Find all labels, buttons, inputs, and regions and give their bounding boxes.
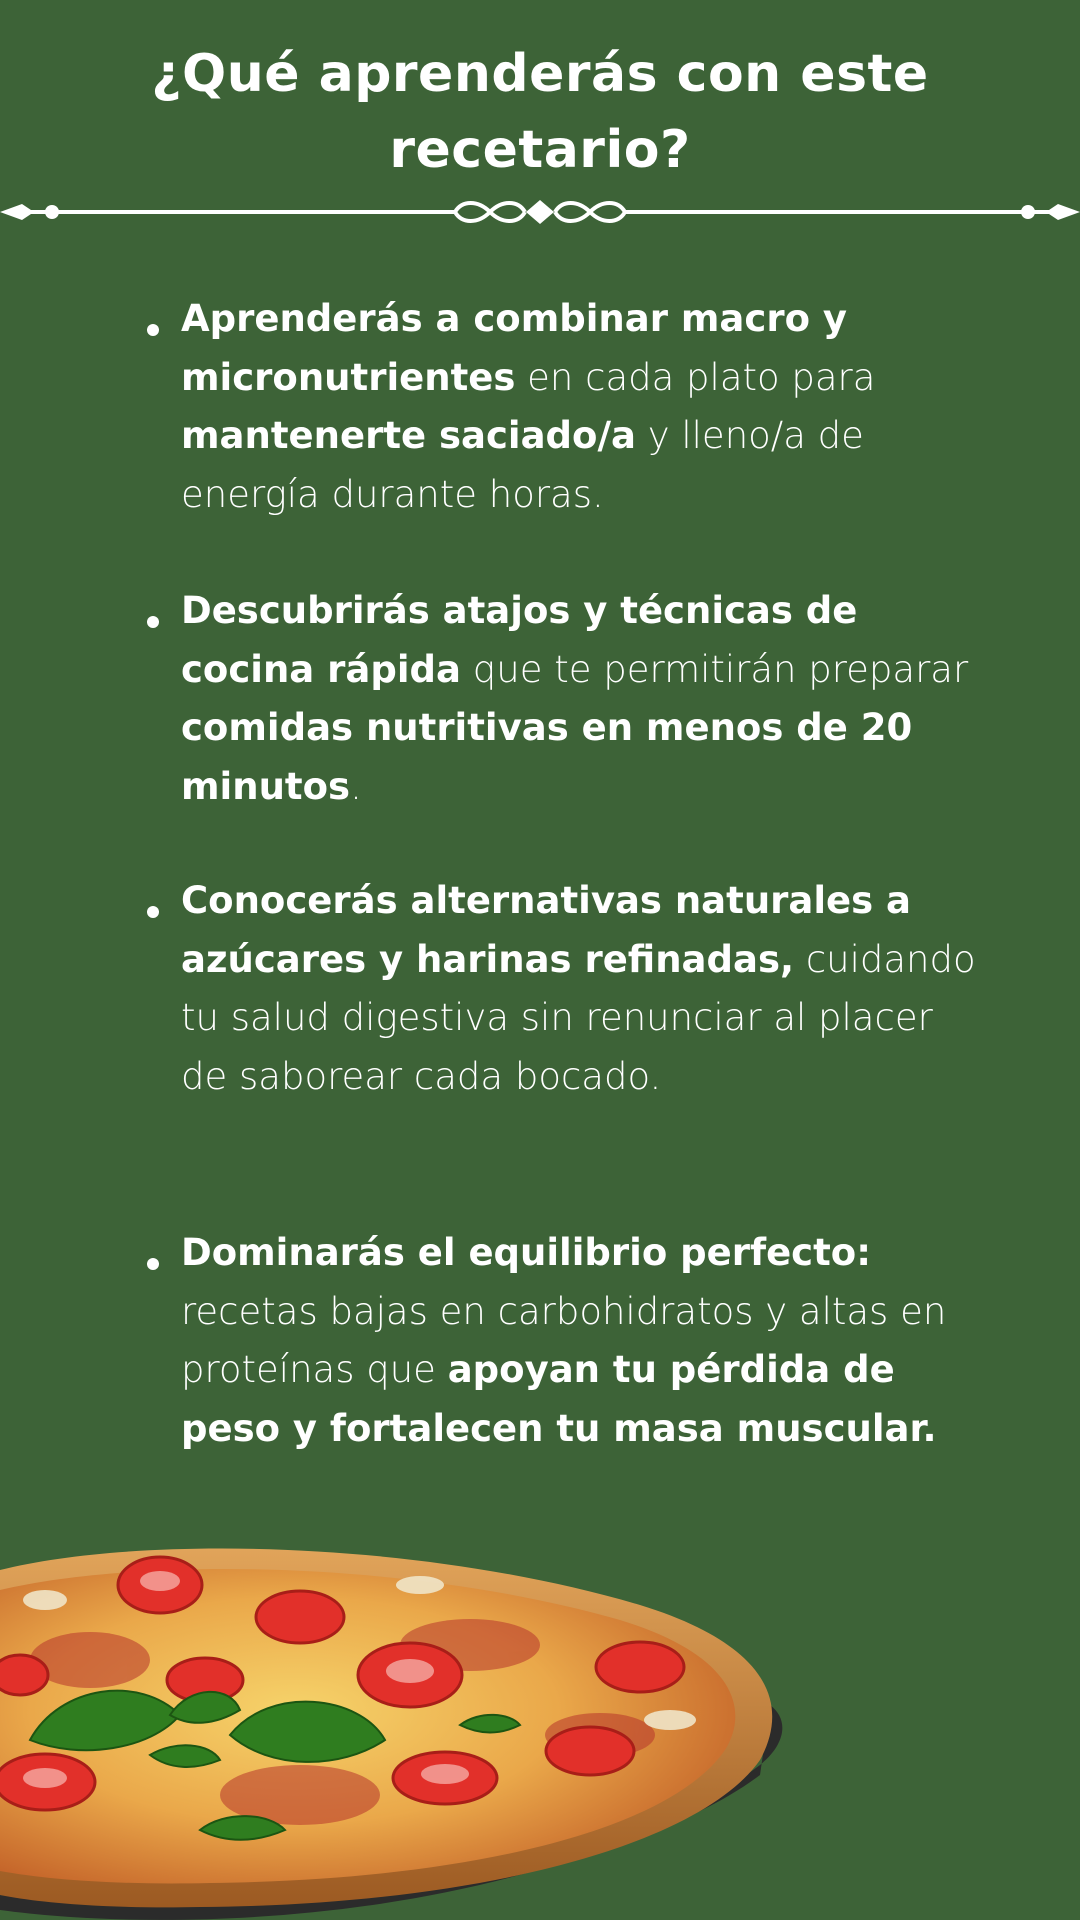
regular-text: en cada plato para <box>515 355 876 399</box>
bold-text: mantenerte saciado/a <box>181 414 636 457</box>
bold-text: Dominarás el equilibrio perfecto: <box>181 1231 871 1274</box>
title-line-2: recetario? <box>389 120 691 180</box>
bold-text: Descubrirás atajos y técnicas de cocina rápida <box>181 589 858 691</box>
list-item-text <box>181 1224 981 1458</box>
bold-text: Aprenderás a combinar macro y micronutrientes <box>181 297 847 399</box>
bullet-dot-icon <box>147 1258 159 1270</box>
bullet-dot-icon <box>147 906 159 918</box>
pizza-image <box>0 1545 800 1920</box>
page-title <box>0 36 1080 188</box>
bold-text: comidas nutritivas en menos de 20 minutos <box>181 706 913 808</box>
bullet-dot-icon <box>147 616 159 628</box>
bold-text: apoyan tu pérdida de peso y fortalecen tu masa muscular. <box>181 1348 937 1450</box>
list-item-text <box>181 582 981 816</box>
ornamental-divider <box>0 190 1080 234</box>
bullet-dot-icon <box>147 324 159 336</box>
regular-text: recetas bajas en carbohidratos y altas en proteínas que <box>181 1289 947 1391</box>
list-item-text <box>181 872 981 1106</box>
title-line-1: ¿Qué aprenderás con este <box>151 44 929 104</box>
list-item-text <box>181 290 981 524</box>
regular-text: que te permitirán preparar <box>461 647 969 691</box>
regular-text: cuidando tu salud digestiva sin renunciar al placer de saborear cada bocado. <box>181 937 976 1098</box>
regular-text: y lleno/a de energía durante horas. <box>181 414 864 516</box>
bold-text: Conocerás alternativas naturales a azúcares y harinas refinadas, <box>181 879 912 981</box>
regular-text: . <box>350 764 362 808</box>
